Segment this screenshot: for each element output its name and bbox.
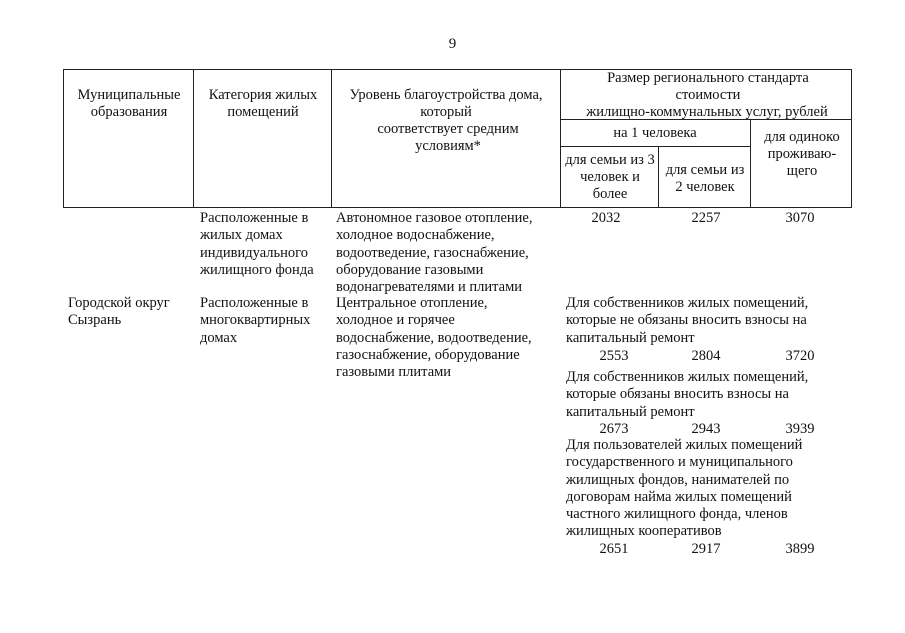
page-number: 9	[448, 36, 457, 52]
table-header	[63, 69, 852, 208]
row2-group3-text: Для пользователей жилых помещений государственного и муниципального жилищных фондов, нанимателей по договорам найма жилых помещений частного жилищного фонда, членов жилищных кооперативов	[566, 437, 803, 540]
row2-level: Центральное отопление, холодное и горячее водоснабжение, водоотведение, газоснабжение, оборудование газовыми плитами	[336, 295, 532, 381]
row1-value-family3: 2032	[591, 210, 621, 226]
header-size-2: жилищно-коммунальных услуг, рублей	[586, 104, 828, 120]
header-per-person: на 1 человека	[613, 125, 697, 141]
header-family2: для семьи из 2 человек	[665, 162, 745, 195]
row2-group2-single: 3939	[785, 421, 815, 437]
row2-group1-single: 3720	[785, 348, 815, 364]
row2-group2-family3: 2673	[599, 421, 629, 437]
row1-level: Автономное газовое отопление, холодное водоснабжение, водоотведение, газоснабжение, оборудование газовыми водонагревателями и плитами	[336, 210, 533, 296]
row2-group1-text: Для собственников жилых помещений, которые не обязаны вносить взносы на капитальный ремонт	[566, 295, 809, 346]
header-single: для одиноко проживаю-щего	[764, 129, 840, 179]
row2-category: Расположенные в многоквартирных домах	[200, 295, 311, 346]
row1-value-family2: 2257	[691, 210, 721, 226]
header-level-2: соответствует средним условиям*	[377, 121, 519, 154]
row2-municipal: Городской округ Сызрань	[68, 295, 170, 329]
row2-group2-text: Для собственников жилых помещений, которые обязаны вносить взносы на капитальный ремонт	[566, 369, 809, 420]
header-size-1: Размер регионального стандарта стоимости	[607, 70, 809, 103]
row2-group1-family2: 2804	[691, 348, 721, 364]
scan-margin-mark	[4, 578, 12, 608]
header-municipal: Муниципальные образования	[77, 87, 181, 120]
row2-group3-single: 3899	[785, 541, 815, 557]
row2-group3-family2: 2917	[691, 541, 721, 557]
header-category: Категория жилых помещений	[208, 87, 318, 120]
row2-group1-family3: 2553	[599, 348, 629, 364]
row2-group3-family3: 2651	[599, 541, 629, 557]
row1-value-single: 3070	[785, 210, 815, 226]
row1-category: Расположенные в жилых домах индивидуального жилищного фонда	[200, 210, 314, 278]
header-family3: для семьи из 3 человек и более	[565, 152, 655, 202]
row2-group2-family2: 2943	[691, 421, 721, 437]
header-level-1: Уровень благоустройства дома, который	[349, 87, 543, 120]
